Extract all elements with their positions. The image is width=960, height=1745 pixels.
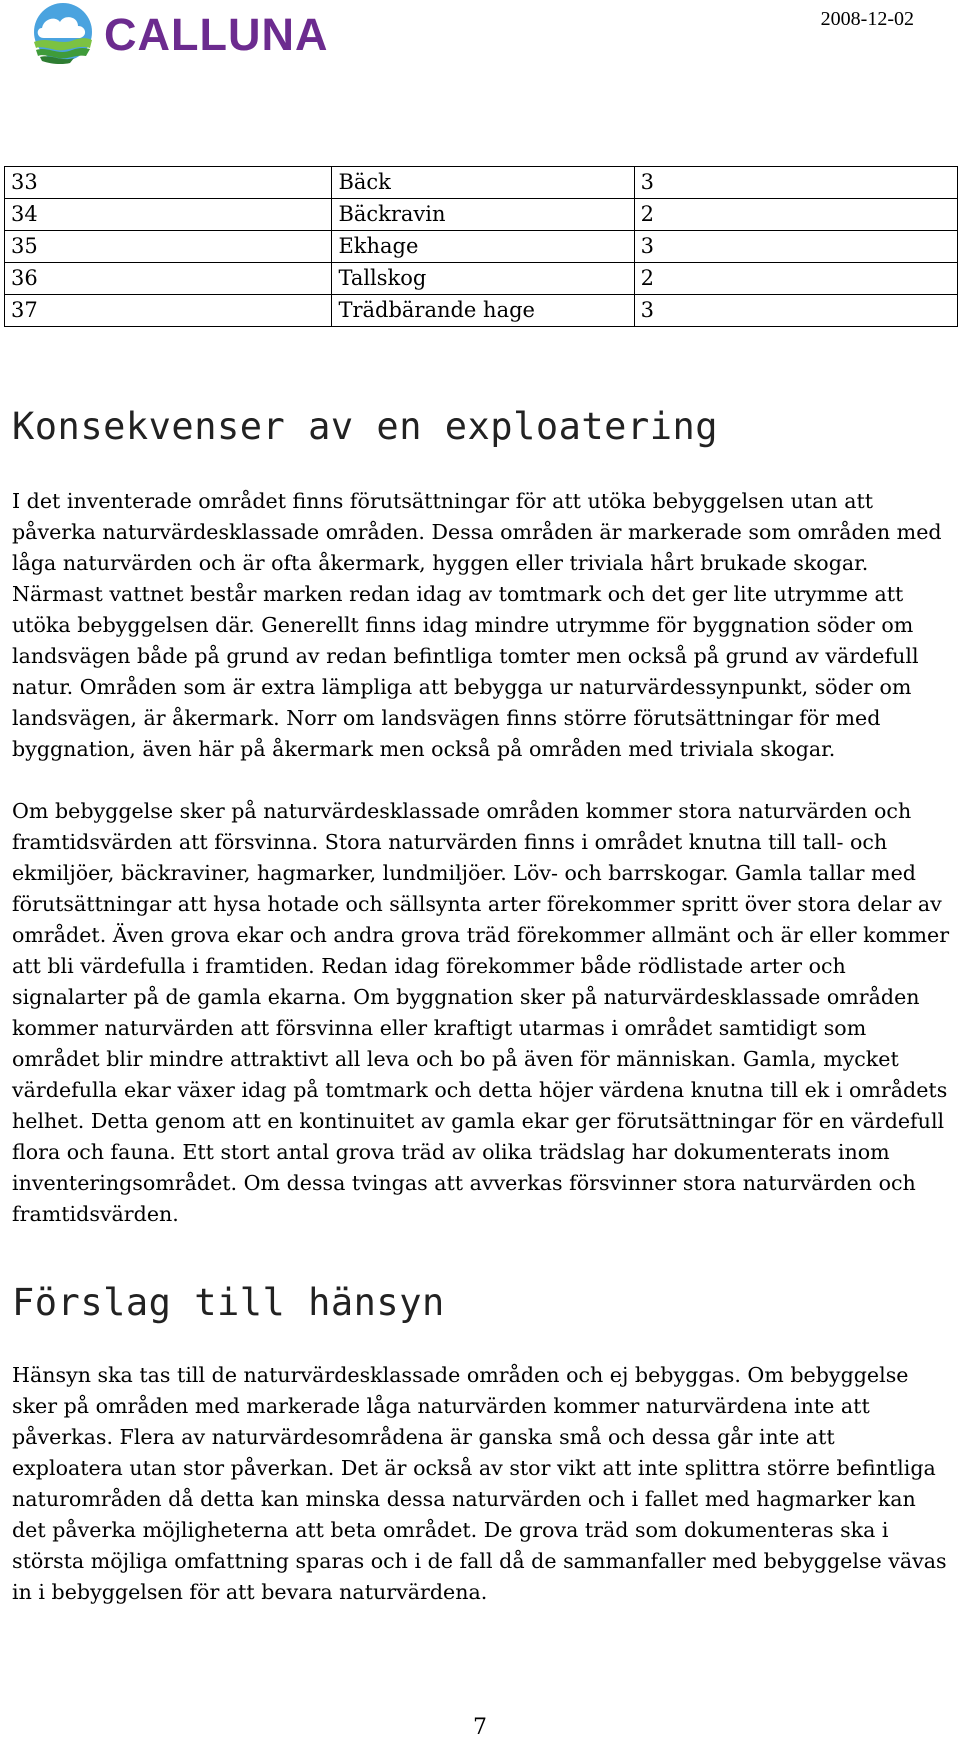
habitat-table xyxy=(4,166,958,327)
value-class-cell: 2 xyxy=(634,263,957,295)
paragraph-consequences-2: Om bebyggelse sker på naturvärdesklassade områden kommer stora naturvärden och framtidsvärden att försvinna. Stora naturvärden finns i området knutna till tall- och ekmiljöer, bäckraviner, hagmarker, lundmiljöer. Löv- och barrskogar. Gamla tallar med förutsättningar att hysa hotade och sällsynta arter förekommer spritt över stora delar av området. Även grova ekar och andra grova träd förekommer allmänt och är eller kommer att bli värdefulla i framtiden. Redan idag förekommer både rödlistade arter och signalarter på de gamla ekarna. Om byggnation sker på naturvärdesklassade områden kommer naturvärden att försvinna eller kraftigt utarmas i området samtidigt som området blir mindre attraktivt all leva och bo på även för människan. Gamla, mycket värdefulla ekar växer idag på tomtmark och detta höjer värdena knutna till ek i områdets helhet. Detta genom att en kontinuitet av gamla ekar ger förutsättningar för en värdefull flora och fauna. Ett stort antal grova träd av olika trädslag har dokumenterats inom inventeringsområdet. Om dessa tvingas att avverkas försvinner stora naturvärden och framtidsvärden. xyxy=(12,799,950,1226)
habitat-name-cell: Tallskog xyxy=(332,263,634,295)
table-row xyxy=(5,263,958,295)
logo-text: CALLUNA xyxy=(104,9,329,60)
table-row xyxy=(5,295,958,327)
row-number-cell: 34 xyxy=(5,199,332,231)
calluna-logo xyxy=(30,2,329,66)
habitat-name-cell: Bäckravin xyxy=(332,199,634,231)
section-heading-consideration: Förslag till hänsyn xyxy=(12,1281,445,1324)
row-number-cell: 35 xyxy=(5,231,332,263)
value-class-cell: 3 xyxy=(634,295,957,327)
logo-icon xyxy=(30,2,96,66)
habitat-name-cell: Ekhage xyxy=(332,231,634,263)
row-number-cell: 33 xyxy=(5,167,332,199)
habitat-name-cell: Bäck xyxy=(332,167,634,199)
value-class-cell: 2 xyxy=(634,199,957,231)
value-class-cell: 3 xyxy=(634,167,957,199)
table-row xyxy=(5,167,958,199)
page-number: 7 xyxy=(473,1715,487,1740)
section-heading-consequences: Konsekvenser av en exploatering xyxy=(12,405,719,448)
value-class-cell: 3 xyxy=(634,231,957,263)
row-number-cell: 37 xyxy=(5,295,332,327)
table-row xyxy=(5,231,958,263)
page-header xyxy=(0,0,960,80)
habitat-name-cell: Trädbärande hage xyxy=(332,295,634,327)
table-row xyxy=(5,199,958,231)
row-number-cell: 36 xyxy=(5,263,332,295)
paragraph-consideration: Hänsyn ska tas till de naturvärdesklassade områden och ej bebyggas. Om bebyggelse sker på områden med markerade låga naturvärden kommer naturvärdena inte att påverkas. Flera av naturvärdesområdena är ganska små och dessa går inte att exploatera utan stor påverkan. Det är också av stor vikt att inte splittra större befintliga naturområden då detta kan minska dessa naturvärden och i fallet med hagmarker kan det påverka möjligheterna att beta området. De grova träd som dokumenteras ska i största möjliga omfattning sparas och i de fall då de sammanfaller med bebyggelse vävas in i bebyggelsen för att bevara naturvärdena. xyxy=(12,1363,947,1604)
paragraph-consequences-1: I det inventerade området finns förutsättningar för att utöka bebyggelsen utan att påverka naturvärdesklassade områden. Dessa områden är markerade som områden med låga naturvärden och är ofta åkermark, hyggen eller triviala hårt brukade skogar. Närmast vattnet består marken redan idag av tomtmark och det ger lite utrymme att utöka bebyggelsen där. Generellt finns idag mindre utrymme för byggnation söder om landsvägen både på grund av redan befintliga tomter men också på grund av värdefull natur. Områden som är extra lämpliga att bebygga ur naturvärdessynpunkt, söder om landsvägen, är åkermark. Norr om landsvägen finns större förutsättningar för med byggnation, även här på åkermark men också på områden med triviala skogar. xyxy=(12,489,942,761)
document-date: 2008-12-02 xyxy=(820,8,914,30)
